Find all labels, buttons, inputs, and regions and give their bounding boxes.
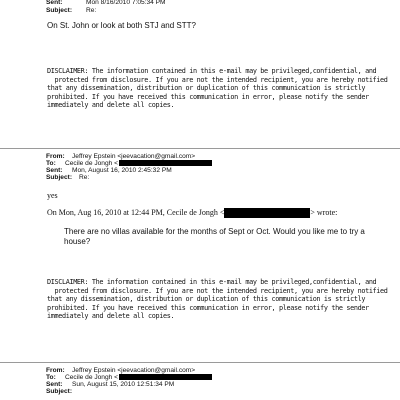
subject-label: Subject:	[46, 388, 73, 395]
disclaimer-line: prohibited. If you have received this communication in error, please notify the sender	[47, 303, 369, 312]
to-value: Cecile de Jongh <	[65, 374, 118, 381]
from-value: Jeffrey Epstein <jeevacation@gmail.com>	[72, 153, 196, 160]
email1-body: On St. John or look at both STJ and STT?	[47, 21, 196, 30]
disclaimer-line: DISCLAIMER: The information contained in this e-mail may be privileged,confidential, and	[47, 67, 377, 75]
from-value: Jeffrey Epstein <jeevacation@gmail.com>	[72, 367, 196, 374]
subject-label: Subject:	[46, 174, 73, 181]
email1-subject-line	[46, 7, 96, 14]
redaction-bar	[224, 208, 310, 218]
from-label: From:	[46, 367, 65, 374]
redaction-bar	[119, 160, 212, 166]
to-value: Cecile de Jongh <	[65, 160, 118, 167]
to-label: To:	[46, 160, 56, 167]
email2-quote-header	[47, 207, 337, 219]
email1-disclaimer	[47, 67, 392, 110]
email3-subject-line	[46, 388, 80, 395]
divider	[0, 148, 400, 149]
quote-prefix: On Mon, Aug 16, 2010 at 12:44 PM, Cecile de Jongh <	[47, 208, 225, 217]
email2-subject-line	[46, 174, 89, 181]
email2-disclaimer	[47, 278, 392, 321]
email2-quoted-body: There are no villas available for the months of Sept or Oct. Would you like me to try a house?	[64, 227, 365, 246]
divider	[0, 362, 400, 363]
sent-value: Sun, August 15, 2010 12:51:34 PM	[72, 381, 175, 388]
disclaimer-line: that any dissemination, distribution or duplication of this communication is strictly	[47, 84, 366, 93]
disclaimer-line: prohibited. If you have received this communication in error, please notify the sender	[47, 92, 369, 101]
subject-value: Re:	[79, 174, 90, 181]
from-label: From:	[46, 153, 65, 160]
quote-suffix: > wrote:	[310, 208, 338, 217]
subject-value: Re:	[86, 7, 97, 14]
disclaimer-line: immediately and delete all copies.	[47, 101, 175, 110]
sent-label: Sent:	[46, 0, 63, 6]
redaction-bar	[119, 374, 212, 380]
disclaimer-line: that any dissemination, distribution or duplication of this communication is strictly	[47, 295, 366, 304]
sent-value: Mon 8/16/2010 7:05:34 PM	[86, 0, 166, 6]
sent-value: Mon, August 16, 2010 2:45:32 PM	[72, 167, 172, 174]
disclaimer-line: protected from disclosure. If you are not the intended recipient, you are hereby notified	[47, 75, 388, 84]
sent-label: Sent:	[46, 167, 63, 174]
subject-label: Subject:	[46, 7, 73, 14]
disclaimer-line: DISCLAIMER: The information contained in this e-mail may be privileged,confidential, and	[47, 278, 377, 286]
disclaimer-line: protected from disclosure. If you are not the intended recipient, you are hereby notified	[47, 286, 388, 295]
disclaimer-line: immediately and delete all copies.	[47, 312, 175, 321]
email1-sent-line	[46, 0, 166, 6]
email2-reply: yes	[47, 191, 58, 200]
sent-label: Sent:	[46, 381, 63, 388]
to-label: To:	[46, 374, 56, 381]
